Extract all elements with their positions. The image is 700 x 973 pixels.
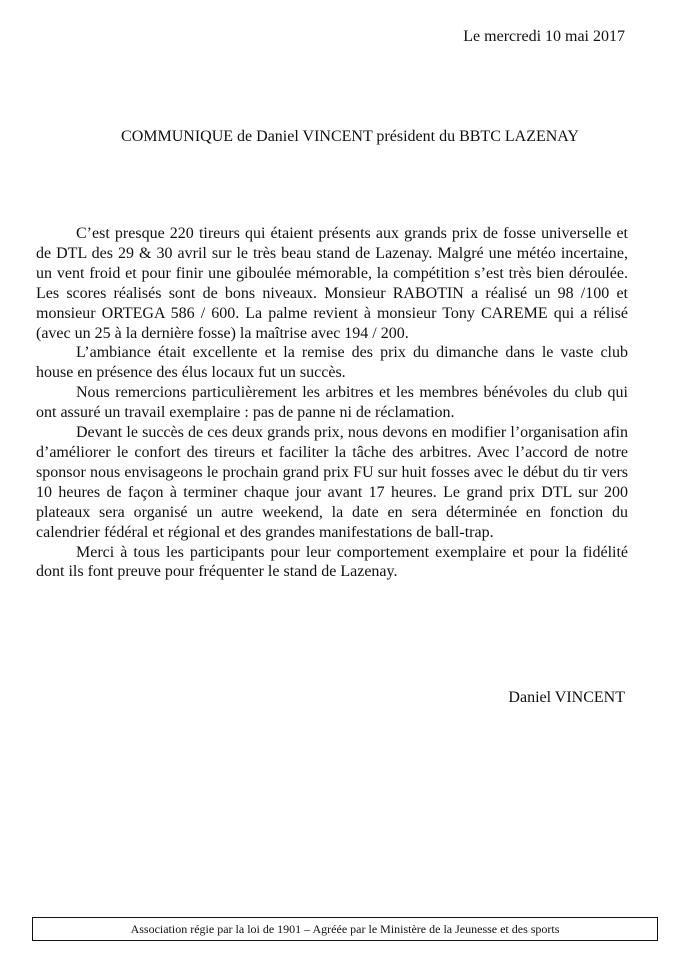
letter-body: [36, 224, 628, 582]
letter-date: Le mercredi 10 mai 2017: [463, 28, 625, 45]
paragraph-results: C’est presque 220 tireurs qui étaient présents aux grands prix de fosse universelle et de DTL des 29 & 30 avril sur le très beau stand de Lazenay. Malgré une météo incertaine, un vent froid et pour finir une giboulée mémorable, la compétition s’est très bien déroulée. Les scores réalisés sont de bons niveaux. Monsieur RABOTIN a réalisé un 98 /100 et monsieur ORTEGA 586 / 600. La palme revient à monsieur Tony CAREME qui a rélisé (avec un 25 à la dernière fosse) la maîtrise avec 194 / 200.: [36, 225, 628, 342]
footer-box: [32, 917, 658, 941]
paragraph-organisation: Devant le succès de ces deux grands prix, nous devons en modifier l’organisation afin d’améliorer le confort des tireurs et faciliter la tâche des arbitres. Avec l’accord de notre sponsor nous envisageons le prochain grand prix FU sur huit fosses avec le début du tir vers 10 heures de façon à terminer chaque jour avant 17 heures. Le grand prix DTL sur 200 plateaux sera organisé un autre weekend, la date en sera déterminée en fonction du calendrier fédéral et régional et des grandes manifestations de ball-trap.: [36, 424, 628, 541]
footer-text: Association régie par la loi de 1901 – Agréée par le Ministère de la Jeunesse et des sports: [130, 921, 560, 936]
paragraph-closing: Merci à tous les participants pour leur comportement exemplaire et pour la fidélité dont ils font preuve pour fréquenter le stand de Lazenay.: [36, 543, 628, 581]
paragraph-ambiance: L’ambiance était excellente et la remise des prix du dimanche dans le vaste club house en présence des élus locaux fut un succès.: [36, 344, 628, 382]
communique-title: COMMUNIQUE de Daniel VINCENT président du BBTC LAZENAY: [121, 128, 579, 145]
signature: Daniel VINCENT: [508, 689, 625, 706]
paragraph-thanks-volunteers: Nous remercions particulièrement les arbitres et les membres bénévoles du club qui ont assuré un travail exemplaire : pas de panne ni de réclamation.: [36, 384, 628, 422]
